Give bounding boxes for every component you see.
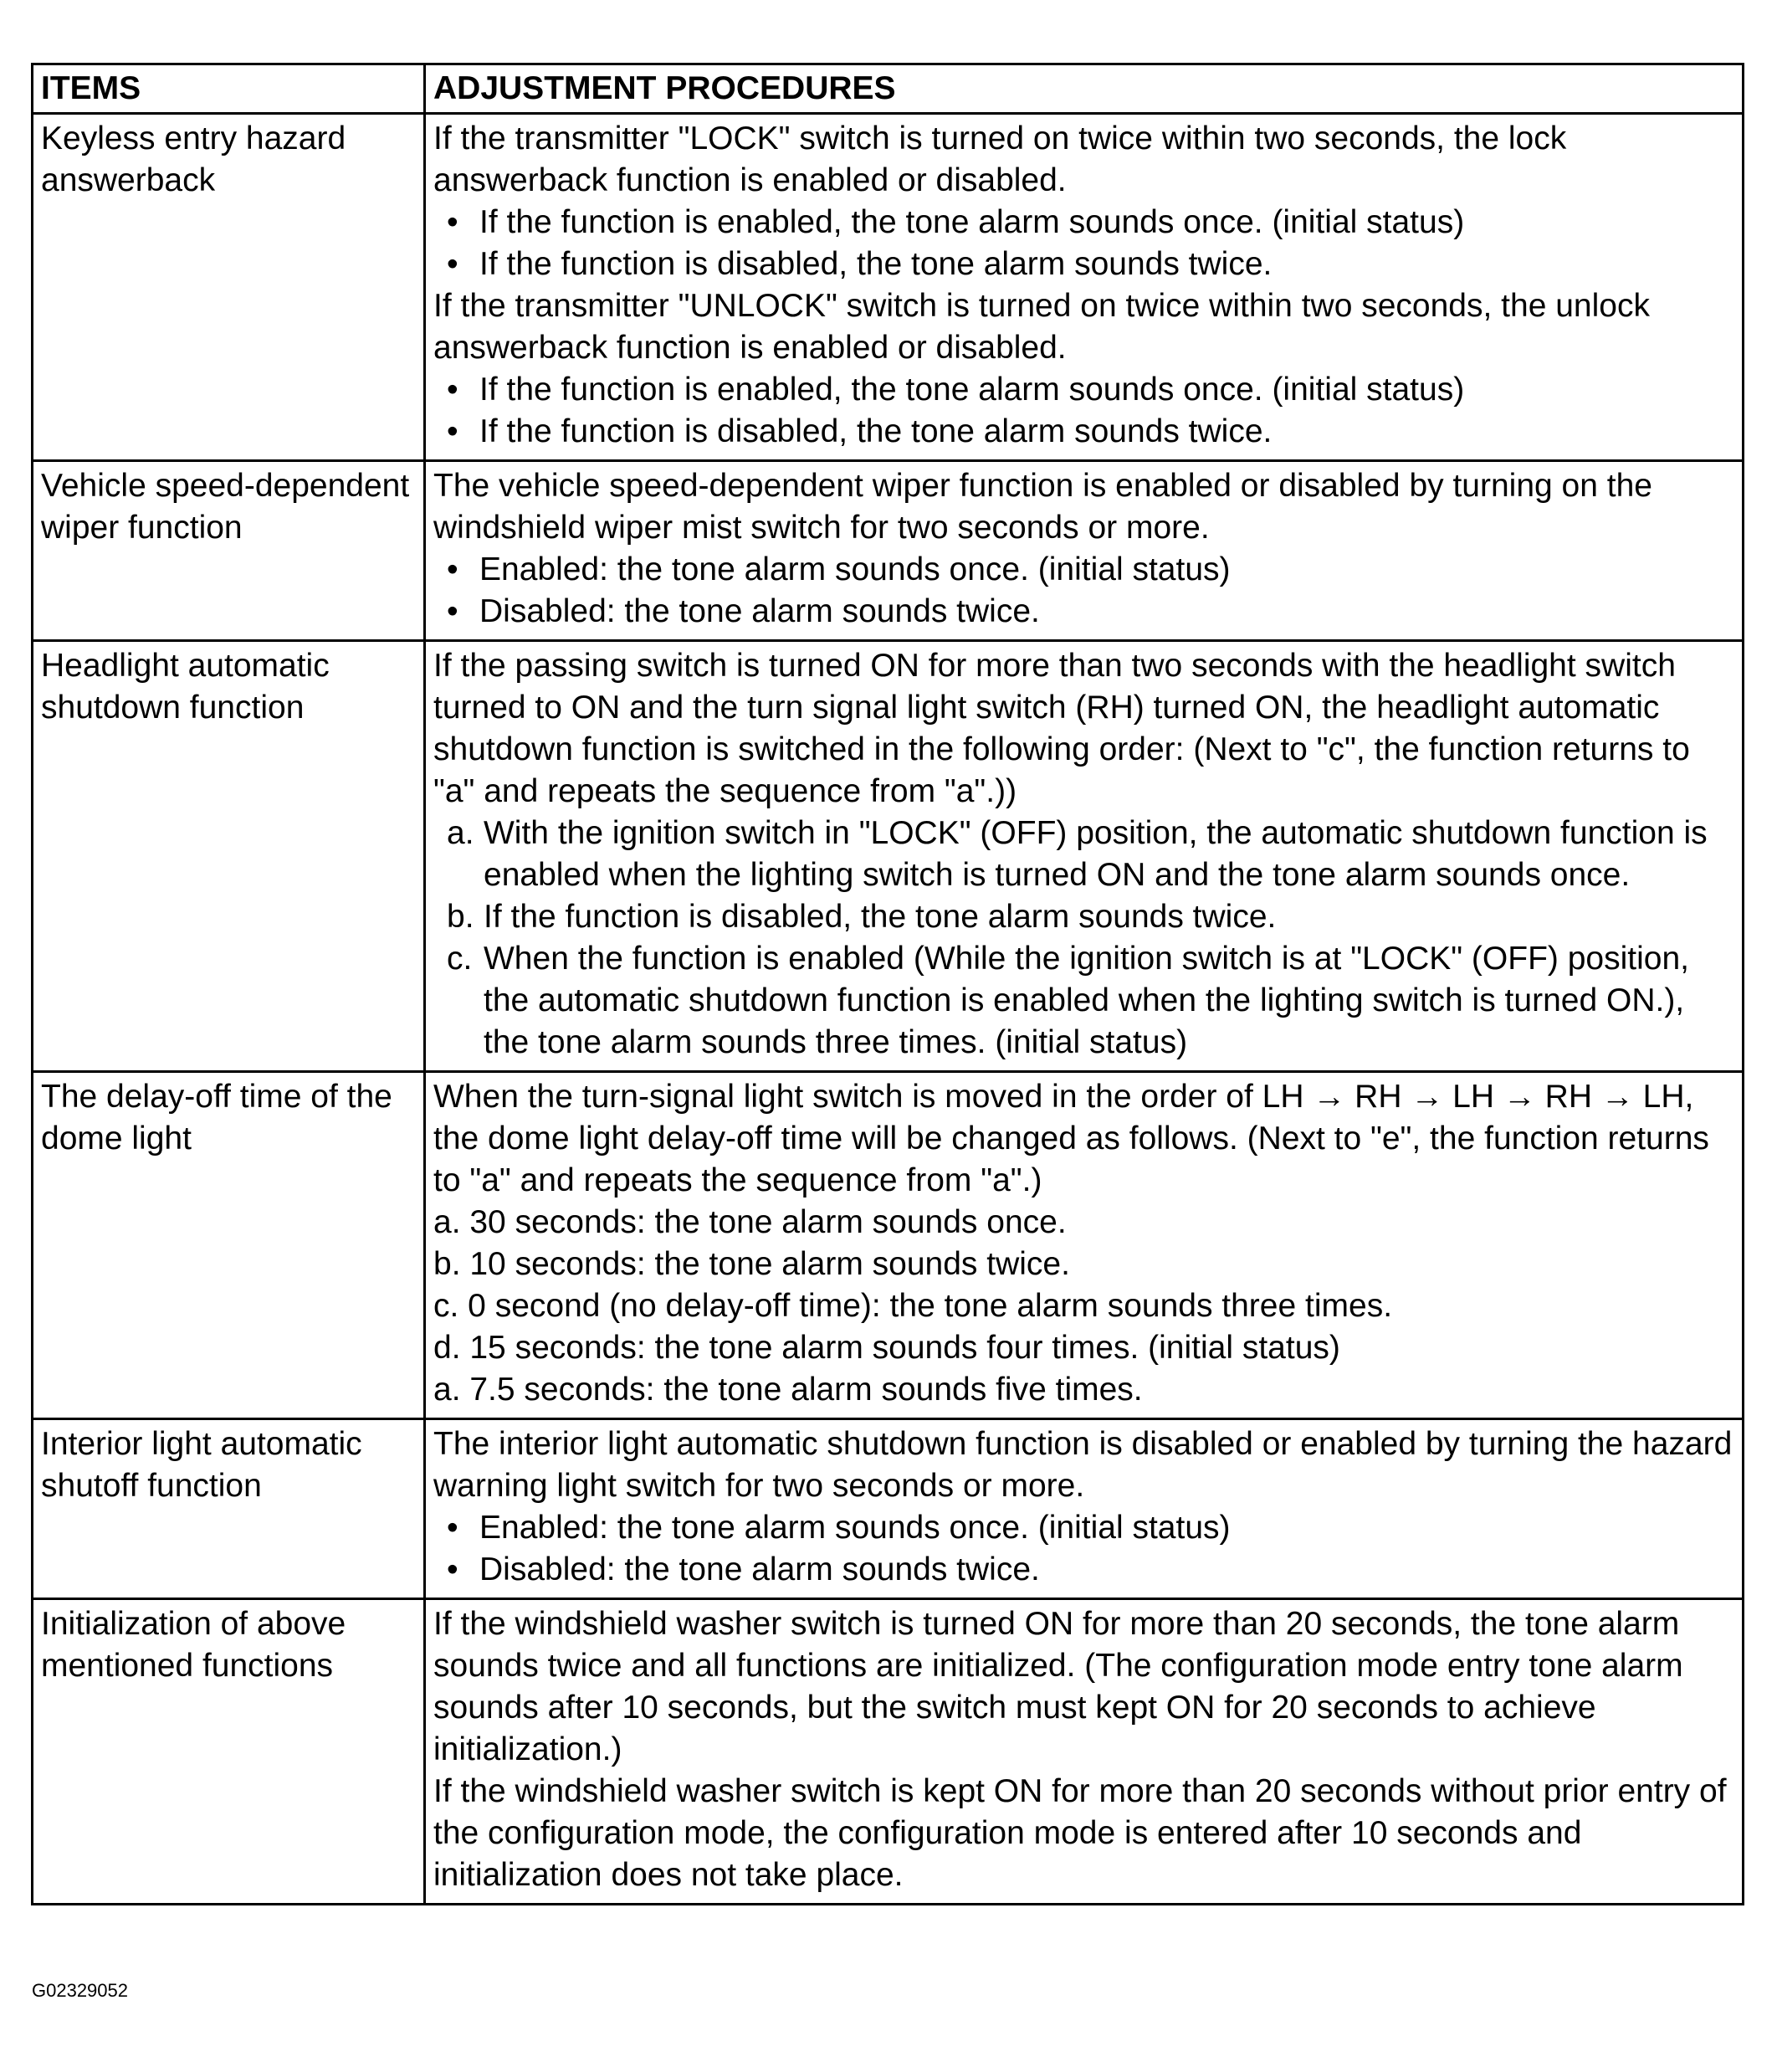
procedure-cell [425,1072,1744,1419]
procedures-column-header: ADJUSTMENT PROCEDURES [425,64,1744,114]
sequence-item: c. 0 second (no delay-off time): the tone alarm sounds three times. [433,1288,1393,1324]
procedure-cell [425,114,1744,461]
bullet-item: • If the function is enabled, the tone alarm sounds once. (initial status) [433,369,1735,411]
letter-tag: c. [447,941,473,977]
procedure-text: If the passing switch is turned ON for more than two seconds with the headlight switch turned to ON and the turn signal light switch (RH) turned ON, the headlight automatic shutdown function is switched in the following order: (Next to "c", the function returns to "a" and repeats the sequence from "a".)) [433,648,1690,809]
lettered-item-text: When the function is enabled (While the ignition switch is at "LOCK" (OFF) position, the automatic shutdown function is enabled when the lighting switch is turned ON.), the tone alarm sounds three times. (initial status) [484,941,1689,1060]
table-row [33,114,1744,461]
bullet-item: • If the function is enabled, the tone alarm sounds once. (initial status) [433,202,1735,244]
procedure-text: If the windshield washer switch is turned ON for more than 20 seconds, the tone alarm sounds twice and all functions are initialized. (The configuration mode entry tone alarm sounds after 10 seconds, but the switch must kept ON for 20 seconds to achieve initialization.) [433,1606,1683,1767]
lettered-item [433,938,1735,1064]
table-header-row [33,64,1744,114]
item-cell: Initialization of above mentioned functions [33,1599,425,1905]
table-row [33,641,1744,1072]
bullet-item: • If the function is disabled, the tone alarm sounds twice. [433,244,1735,285]
item-cell: Interior light automatic shutoff function [33,1419,425,1599]
procedure-cell [425,1419,1744,1599]
procedure-text: If the windshield washer switch is kept ON for more than 20 seconds without prior entry of the configuration mode, the configuration mode is entered after 10 seconds and initialization does not take place. [433,1773,1727,1893]
item-cell: Vehicle speed-dependent wiper function [33,461,425,641]
figure-id: G02329052 [32,1980,128,2001]
bullet-item: • Disabled: the tone alarm sounds twice. [433,1549,1735,1591]
procedure-cell [425,641,1744,1072]
adjustment-procedures-table [31,63,1744,1905]
item-cell: Headlight automatic shutdown function [33,641,425,1072]
letter-tag: b. [447,899,474,935]
lettered-item-text: If the function is disabled, the tone alarm sounds twice. [484,899,1277,935]
procedure-text: The vehicle speed-dependent wiper function is enabled or disabled by turning on the windshield wiper mist switch for two seconds or more. [433,468,1652,546]
bullet-item: • Disabled: the tone alarm sounds twice. [433,591,1735,633]
sequence-item: a. 7.5 seconds: the tone alarm sounds five times. [433,1372,1143,1408]
sequence-item: a. 30 seconds: the tone alarm sounds once. [433,1204,1067,1240]
lettered-item [433,813,1735,896]
bullet-item: • Enabled: the tone alarm sounds once. (initial status) [433,549,1735,591]
lettered-item-text: With the ignition switch in "LOCK" (OFF) position, the automatic shutdown function is enabled when the lighting switch is turned ON and the tone alarm sounds once. [484,815,1708,893]
bullet-item: • If the function is disabled, the tone alarm sounds twice. [433,411,1735,453]
procedure-text: If the transmitter "UNLOCK" switch is turned on twice within two seconds, the unlock answerback function is enabled or disabled. [433,288,1650,366]
item-cell: Keyless entry hazard answerback [33,114,425,461]
table-row [33,461,1744,641]
procedure-text: The interior light automatic shutdown function is disabled or enabled by turning the hazard warning light switch for two seconds or more. [433,1426,1733,1504]
bullet-item: • Enabled: the tone alarm sounds once. (initial status) [433,1507,1735,1549]
lettered-item [433,896,1735,938]
table-row [33,1419,1744,1599]
sequence-item: d. 15 seconds: the tone alarm sounds four times. (initial status) [433,1330,1340,1366]
procedure-cell [425,461,1744,641]
procedure-cell [425,1599,1744,1905]
procedure-text: If the transmitter "LOCK" switch is turned on twice within two seconds, the lock answerback function is enabled or disabled. [433,121,1567,198]
item-cell: The delay-off time of the dome light [33,1072,425,1419]
procedure-text: When the turn-signal light switch is moved in the order of LH → RH → LH → RH → LH, the dome light delay-off time will be changed as follows. (Next to "e", the function returns to "a" and repeats the sequence from "a".) [433,1079,1709,1198]
table-row [33,1599,1744,1905]
letter-tag: a. [447,815,474,851]
sequence-item: b. 10 seconds: the tone alarm sounds twice. [433,1246,1070,1282]
items-column-header: ITEMS [33,64,425,114]
table-row [33,1072,1744,1419]
